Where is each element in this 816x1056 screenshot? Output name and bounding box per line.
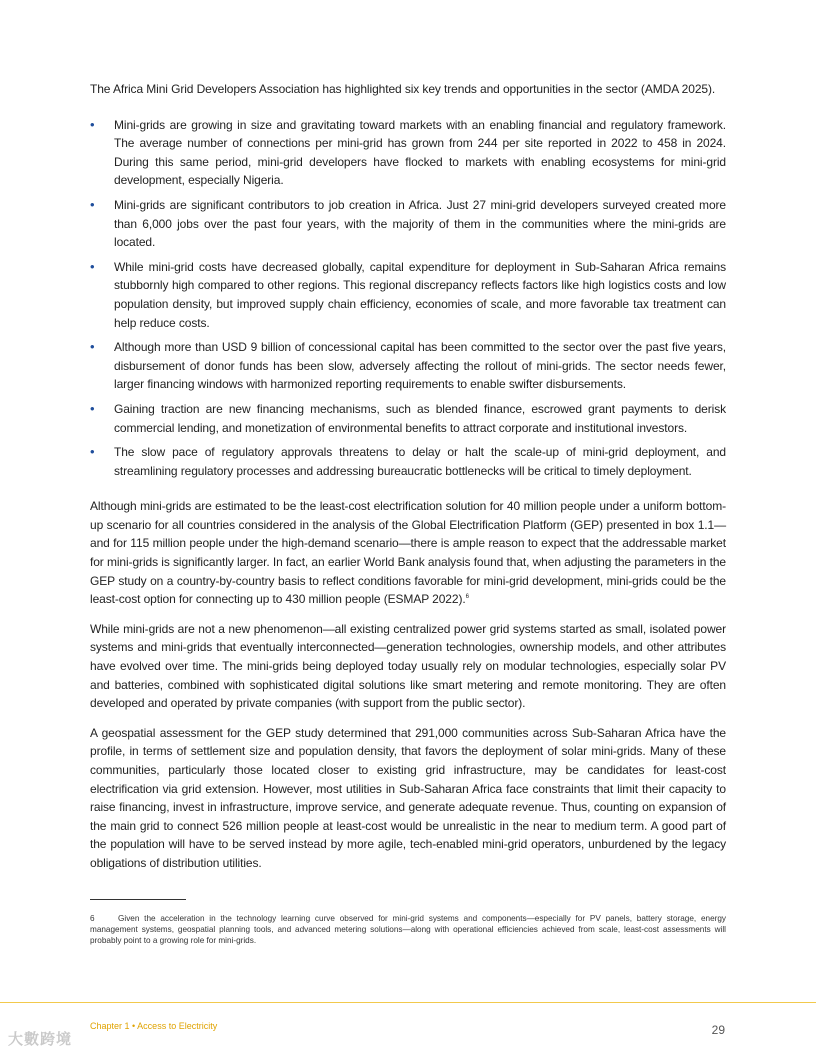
footnote-ref[interactable]: 6 [465,594,469,601]
footnote-divider [90,899,186,900]
footer-chapter-label: Chapter 1 • Access to Electricity [90,1021,218,1031]
list-item: • Gaining traction are new financing mechanisms, such as blended finance, escrowed grant payments to derisk commercial lending, and monetization of environmental benefits to attract corporate and institutional investors. [90,400,726,435]
footnote [90,913,726,946]
body-paragraph-2: While mini-grids are not a new phenomenon—all existing centralized power grid systems started as small, isolated power systems and mini-grids that eventually interconnected—generation technologies, ownership models, and other attributes have evolved over time. The mini-grids being deployed today usually rely on modular technologies, especially solar PV and batteries, combined with sophisticated digital solutions like smart metering and remote monitoring. They are often developed and operated by private companies (with support from the public sector). [90,621,726,711]
list-item: • Mini-grids are growing in size and gravitating toward markets with an enabling financial and regulatory framework. The average number of connections per mini-grid has grown from 244 per site reported in 2022 to 458 in 2024. During this same period, mini-grid developers have flocked to markets with enabling ecosystems for mini-grid development, especially Nigeria. [90,116,726,188]
body-paragraph-3: A geospatial assessment for the GEP study determined that 291,000 communities across Sub-Saharan Africa have the profile, in terms of settlement size and population density, that favors the deployment of solar mini-grids. Many of these communities, particularly those located closer to existing grid infrastructure, may be candidates for least-cost electrification via grid extension. However, most utilities in Sub-Saharan Africa face constraints that limit their capacity to raise financing, invest in infrastructure, improve service, and generate adequate revenue. Thus, counting on expansion of the main grid to connect 526 million people at least-cost would be unrealistic in the near to medium term. A good part of the population will have to be served instead by more agile, tech-enabled mini-grid operators, unburdened by the legacy obligations of distribution utilities. [90,725,726,870]
bullet-icon: • [90,339,95,355]
list-item: • Although more than USD 9 billion of concessional capital has been committed to the sector over the past five years, disbursement of donor funds has been slow, adversely affecting the rollout of mini-grids. The sector needs fewer, larger financing windows with harmonized reporting requirements to enable swifter disbursements. [90,339,726,392]
list-item: • Mini-grids are significant contributors to job creation in Africa. Just 27 mini-grid developers surveyed created more than 6,000 jobs over the past four years, with the majority of them in the communities where the mini-grids are located. [90,196,726,250]
intro-paragraph: The Africa Mini Grid Developers Association has highlighted six key trends and opportunities in the sector (AMDA 2025). [90,82,716,96]
watermark-logo: 大數跨境 [8,1031,73,1048]
trends-list [90,116,726,481]
list-item: • The slow pace of regulatory approvals threatens to delay or halt the scale-up of mini-grid deployment, and streamlining regulatory processes and addressing bureaucratic bottlenecks will be critical to timely deployment. [90,444,726,478]
bullet-icon: • [90,444,95,460]
footnote-text: Given the acceleration in the technology learning curve observed for mini-grid systems and components—especially for PV panels, battery storage, energy management systems, geospatial planning tools, and advanced metering solutions—along with operational efficiencies achieved from scale, least-cost assessments will probably point to a growing role for mini-grids. [90,914,726,945]
bullet-icon: • [90,116,95,132]
footer-divider [0,1002,816,1003]
page-number: 29 [711,1023,725,1037]
body-paragraph-1: Although mini-grids are estimated to be the least-cost electrification solution for 40 million people under a uniform bottom-up scenario for all countries considered in the analysis of the Global Electrification Platform (GEP) presented in box 1.1—and for 115 million people under the high-demand scenario—there is ample reason to expect that the addressable market for mini-grids is significantly larger. In fact, an earlier World Bank analysis found that, when adjusting the parameters in the GEP study on a country-by-country basis to reflect conditions favorable for mini-grid development, mini-grids could be the least-cost option for connecting up to 430 million people (ESMAP 2022).$^6$ [90,499,726,607]
bullet-icon: • [90,196,95,212]
page-body [90,80,726,884]
list-item: • While mini-grid costs have decreased globally, capital expenditure for deployment in Sub-Saharan Africa remains stubbornly high compared to other regions. This regional discrepancy reflects factors like high logistics costs and low population density, but improved supply chain efficiency, economies of scale, and more favorable tax treatment can help reduce costs. [90,258,726,330]
bullet-icon: • [90,400,95,416]
footnote-number: 6 [90,914,95,923]
bullet-icon: • [90,258,95,274]
